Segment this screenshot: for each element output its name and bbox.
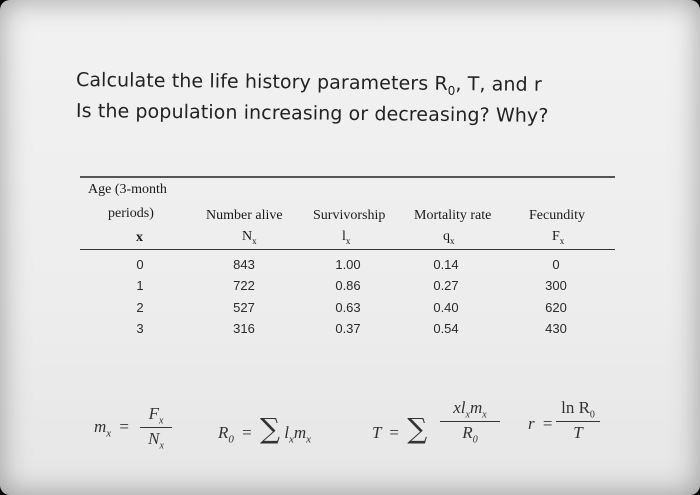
cell-qx: 0.54 [433, 321, 459, 336]
sigma-symbol: ∑ [407, 412, 428, 445]
symbol-lx: $l_x$ [342, 229, 351, 246]
formula-r0: $R_0$ = ∑ $l_xm_x$ [218, 412, 312, 446]
cell-nx: 316 [233, 321, 255, 336]
cell-qx: 0.27 [433, 278, 459, 293]
header-age-line1: Age (3-month [88, 182, 167, 197]
question-line-1: Calculate the life history parameters $R_0$, T, and r [75, 69, 542, 98]
header-age-line2: periods) [108, 206, 154, 221]
table-header-rule [80, 249, 615, 250]
cell-qx: 0.14 [433, 257, 459, 272]
cell-nx: 843 [233, 257, 255, 272]
formula-r-fraction: $\ln R_0$ T [556, 398, 600, 443]
cell-x: 0 [136, 257, 144, 272]
symbol-qx: $q_x$ [443, 229, 455, 246]
cell-x: 3 [136, 321, 144, 336]
formula-mx-lhs: $m_x$ = [94, 417, 130, 440]
header-survivorship: Survivorship [313, 208, 386, 223]
cell-fx: 300 [545, 278, 567, 293]
formula-r-lhs: r = [528, 414, 553, 433]
cell-x: 1 [136, 278, 144, 293]
symbol-fx: $F_x$ [552, 229, 565, 246]
cell-nx: 527 [233, 300, 255, 315]
question-line-2: Is the population increasing or decreasing? Why? [75, 100, 549, 127]
cell-x: 2 [136, 300, 144, 315]
header-mortality-rate: Mortality rate [414, 208, 492, 223]
sigma-symbol: ∑ [259, 412, 280, 445]
cell-nx: 722 [233, 278, 255, 293]
cell-fx: 430 [545, 321, 567, 336]
header-number-alive: Number alive [206, 208, 283, 223]
cell-qx: 0.40 [433, 300, 459, 315]
formula-t-lhs: T = ∑ [372, 412, 428, 445]
formula-mx-fraction: $F_x$ $N_x$ [140, 404, 172, 452]
cell-fx: 0 [552, 257, 560, 272]
header-fecundity: Fecundity [529, 208, 585, 223]
formula-t-fraction: $xl_xm_x$ $R_0$ [440, 398, 500, 446]
table-top-rule [80, 176, 615, 178]
cell-fx: 620 [545, 300, 567, 315]
cell-lx: 0.86 [335, 278, 361, 293]
symbol-nx: $N_x$ [242, 229, 257, 246]
cell-lx: 1.00 [335, 257, 361, 272]
symbol-x: x [136, 230, 143, 245]
cell-lx: 0.37 [335, 321, 361, 336]
cell-lx: 0.63 [335, 300, 361, 315]
